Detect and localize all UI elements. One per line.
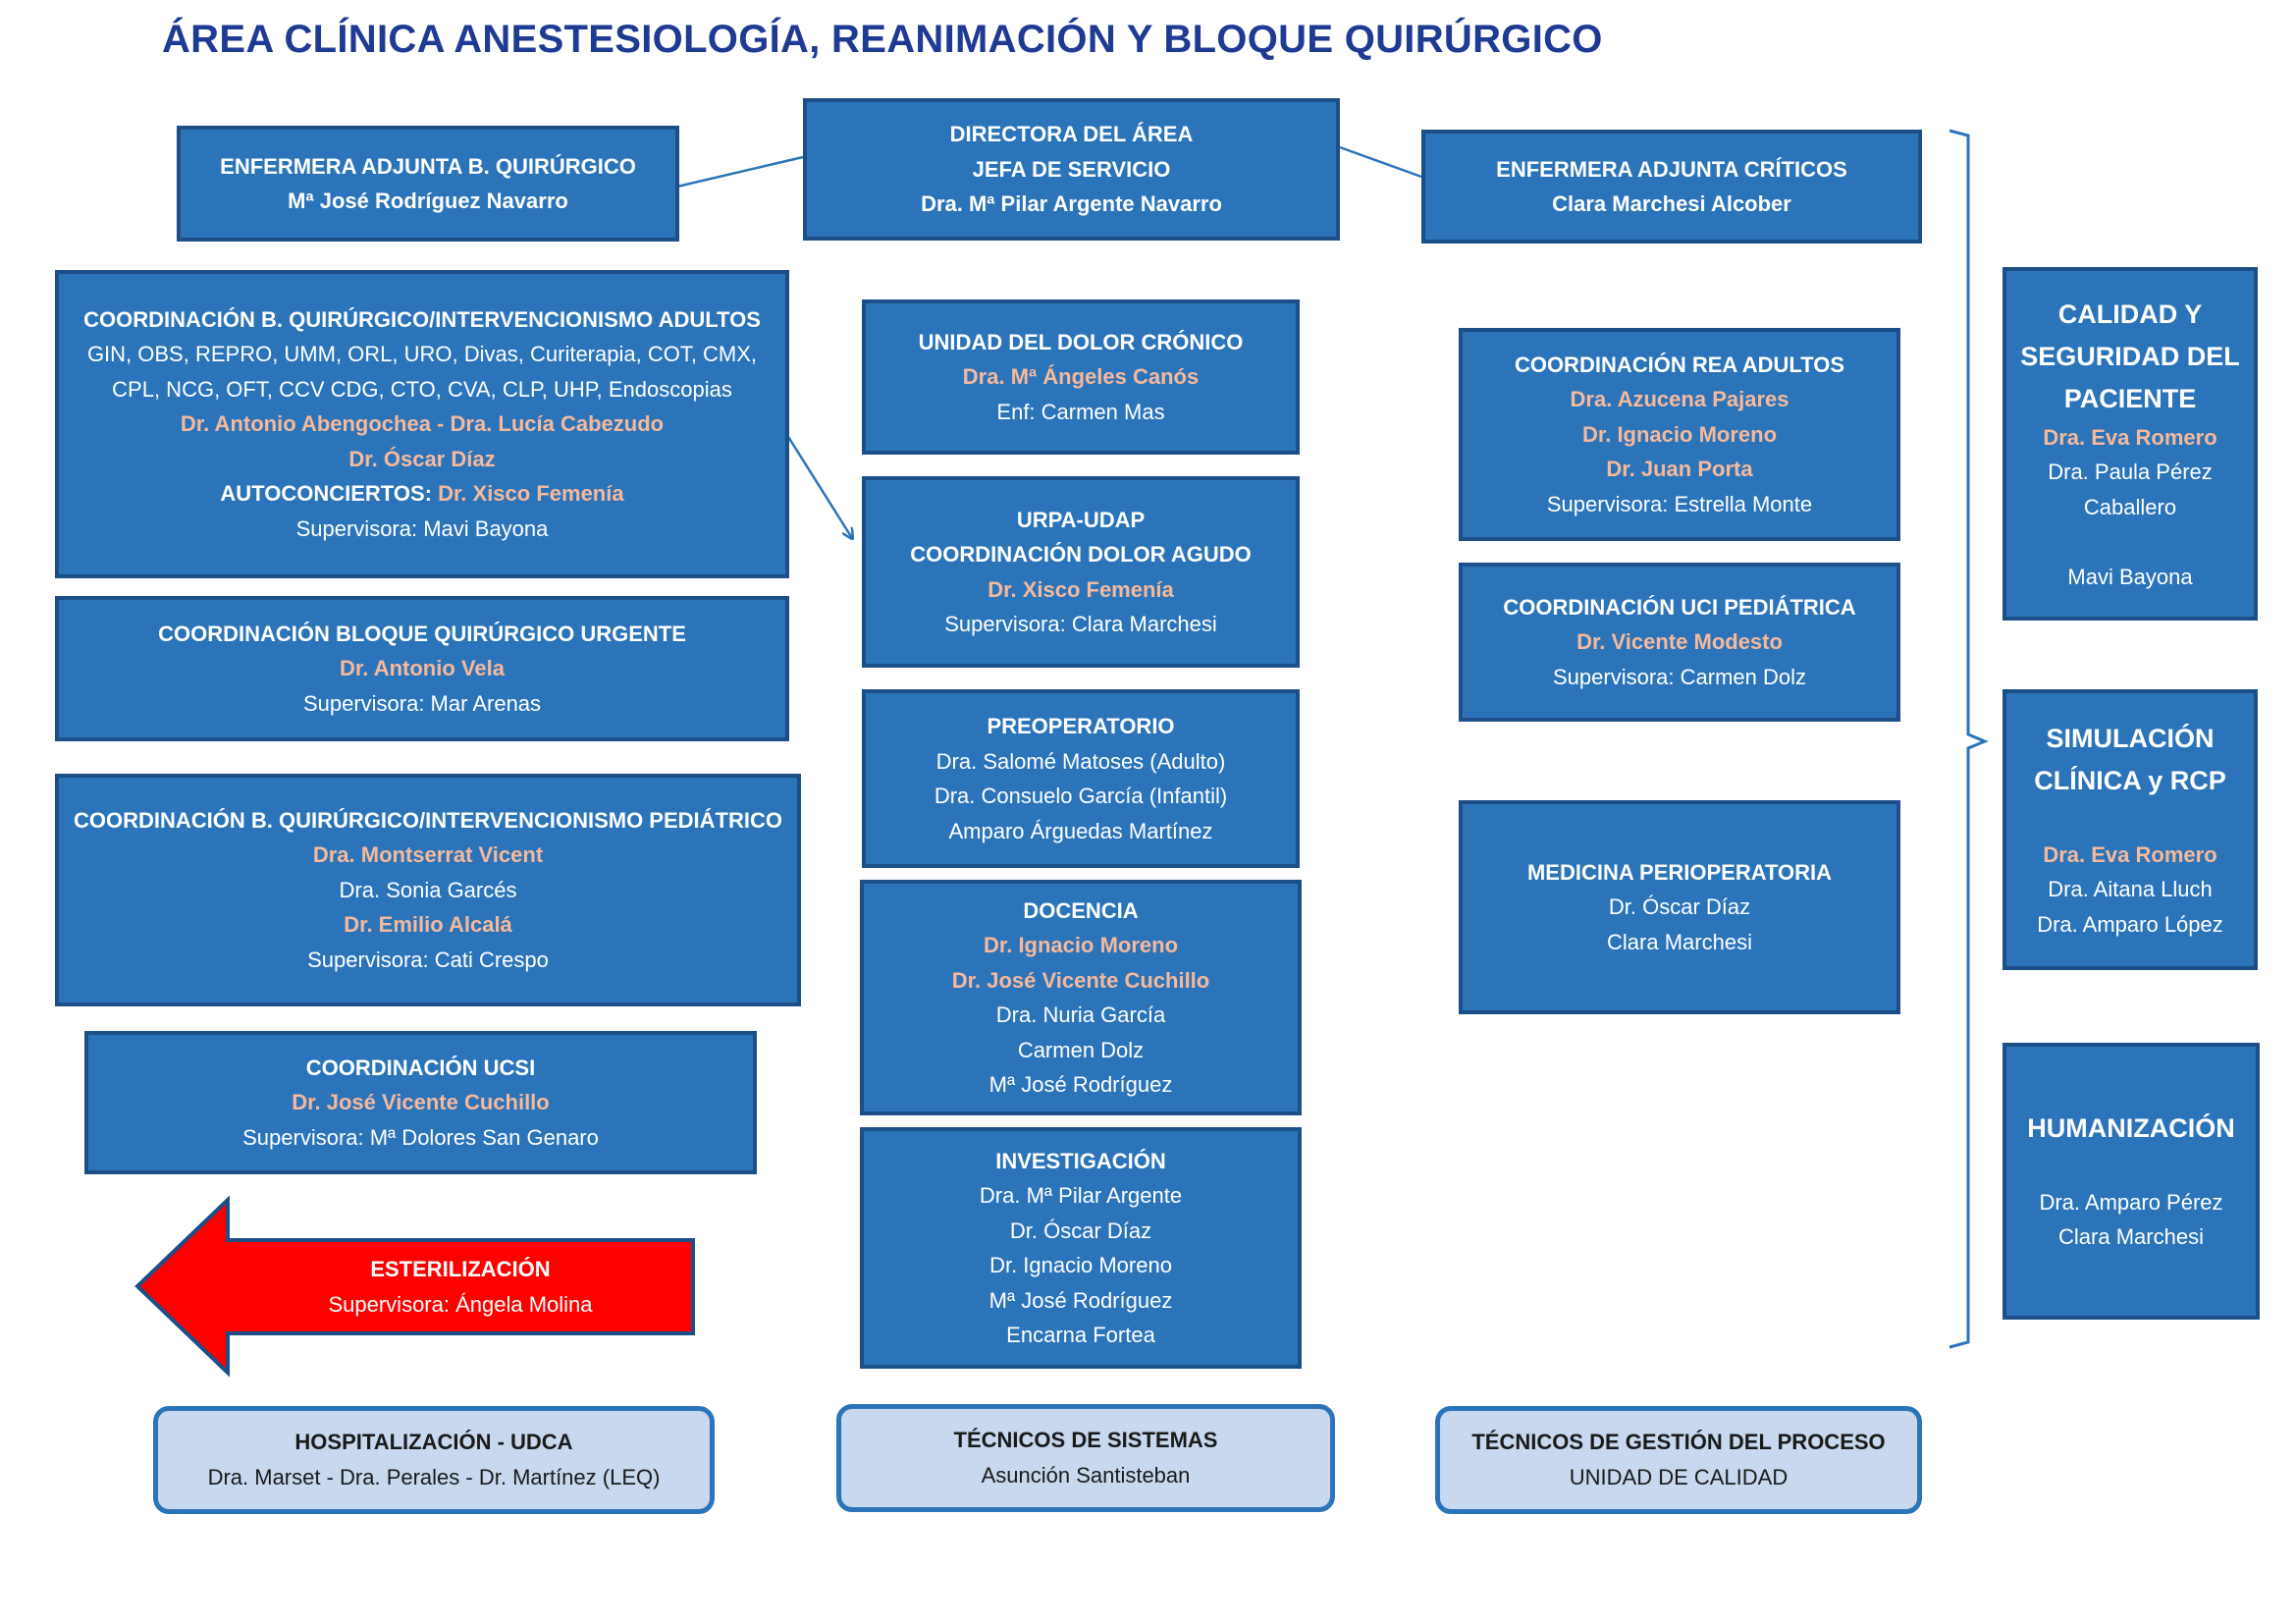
humanizacion-m2: Clara Marchesi: [2058, 1224, 2204, 1250]
simulacion-m2: Dra. Amparo López: [2037, 911, 2223, 937]
perioperatoria-m2: Clara Marchesi: [1607, 929, 1752, 954]
perioperatoria-box: [1459, 800, 1900, 1014]
dolor-cronico-enf: Enf: Carmen Mas: [996, 399, 1165, 424]
calidad-box: [2002, 267, 2258, 621]
perioperatoria-heading: MEDICINA PERIOPERATORIA: [1526, 859, 1833, 885]
calidad-h3: PACIENTE: [2063, 383, 2197, 413]
gestion-sub: UNIDAD DE CALIDAD: [1569, 1465, 1789, 1489]
calidad-m1: Dra. Paula Pérez: [2048, 460, 2213, 485]
coord-adultos-spec2: CPL, NCG, OFT, CCV CDG, CTO, CVA, CLP, UHP, Endoscopias: [112, 376, 732, 402]
autoconciertos-label: AUTOCONCIERTOS:: [220, 481, 432, 507]
coord-adultos-box: [55, 270, 789, 578]
coord-urgente-doctor: Dr. Antonio Vela: [340, 656, 505, 681]
coord-adultos-supervisor: Supervisora: Mavi Bayona: [295, 515, 549, 541]
simulacion-spacer: [2127, 802, 2133, 838]
humanizacion-spacer: [2128, 1150, 2134, 1185]
coord-ucsi-doctor: Dr. José Vicente Cuchillo: [292, 1090, 550, 1115]
dolor-cronico-box: [862, 299, 1300, 455]
docencia-box: [860, 880, 1302, 1115]
simulacion-doctor: Dra. Eva Romero: [2043, 841, 2217, 867]
coord-pediatrico-supervisor: Supervisora: Cati Crespo: [307, 947, 549, 972]
directora-name: Dra. Mª Pilar Argente Navarro: [921, 191, 1222, 217]
docencia-d1: Dr. Ignacio Moreno: [983, 933, 1179, 957]
coord-adultos-auto-line: [220, 476, 623, 512]
esterilizacion-label: [228, 1252, 693, 1323]
humanizacion-m1: Dra. Amparo Pérez: [2039, 1189, 2223, 1215]
investigacion-m2: Dr. Óscar Díaz: [1009, 1218, 1152, 1243]
investigacion-m5: Encarna Fortea: [1006, 1323, 1155, 1347]
urpa-doctor: Dr. Xisco Femenía: [988, 576, 1174, 602]
investigacion-heading: INVESTIGACIÓN: [995, 1148, 1166, 1173]
calidad-h2: SEGURIDAD DEL: [2020, 341, 2240, 371]
hospitalizacion-box: [153, 1406, 715, 1514]
gestion-heading: TÉCNICOS DE GESTIÓN DEL PROCESO: [1471, 1430, 1886, 1454]
enfermera-adjunta-bq-heading: ENFERMERA ADJUNTA B. QUIRÚRGICO: [220, 153, 636, 179]
rea-adultos-d3: Dr. Juan Porta: [1606, 457, 1753, 482]
page-title: ÁREA CLÍNICA ANESTESIOLOGÍA, REANIMACIÓN Y BLOQUE QUIRÚRGICO: [162, 18, 1603, 61]
coord-ucsi-heading: COORDINACIÓN UCSI: [305, 1055, 536, 1080]
simulacion-m1: Dra. Aitana Lluch: [2048, 877, 2213, 901]
autoconciertos-name: Dr. Xisco Femenía: [438, 481, 624, 507]
humanizacion-box: [2002, 1043, 2260, 1320]
coord-adultos-heading: COORDINACIÓN B. QUIRÚRGICO/INTERVENCIONISMO ADULTOS: [83, 306, 761, 332]
calidad-spacer: [2127, 524, 2133, 560]
dolor-cronico-doctor: Dra. Mª Ángeles Canós: [962, 364, 1200, 390]
investigacion-m4: Mª José Rodríguez: [988, 1287, 1173, 1313]
coord-adultos-docs2: Dr. Óscar Díaz: [348, 446, 496, 471]
urpa-box: [862, 476, 1300, 668]
perioperatoria-m1: Dr. Óscar Díaz: [1608, 894, 1751, 920]
coord-urgente-box: [55, 596, 789, 741]
rea-adultos-d2: Dr. Ignacio Moreno: [1581, 421, 1778, 447]
calidad-doctor: Dra. Eva Romero: [2043, 424, 2217, 450]
uci-pediatrica-box: [1459, 563, 1900, 722]
urpa-heading1: URPA-UDAP: [1016, 507, 1146, 532]
connector-director-left: [677, 157, 803, 187]
docencia-d2: Dr. José Vicente Cuchillo: [951, 967, 1210, 993]
coord-ucsi-box: [84, 1031, 757, 1174]
rea-adultos-heading: COORDINACIÓN REA ADULTOS: [1514, 352, 1845, 377]
simulacion-h1: SIMULACIÓN: [2046, 724, 2215, 753]
coord-urgente-supervisor: Supervisora: Mar Arenas: [302, 690, 542, 716]
dolor-cronico-heading: UNIDAD DEL DOLOR CRÓNICO: [918, 329, 1244, 354]
urpa-heading2: COORDINACIÓN DOLOR AGUDO: [910, 542, 1252, 567]
calidad-m3: Mavi Bayona: [2067, 564, 2193, 589]
uci-pediatrica-doctor: Dr. Vicente Modesto: [1576, 629, 1783, 655]
sistemas-heading: TÉCNICOS DE SISTEMAS: [953, 1428, 1218, 1452]
calidad-m2: Caballero: [2083, 494, 2177, 519]
coord-pediatrico-heading: COORDINACIÓN B. QUIRÚRGICO/INTERVENCIONISMO PEDIÁTRICO: [74, 807, 782, 833]
esterilizacion-heading: ESTERILIZACIÓN: [370, 1257, 551, 1281]
urpa-supervisor: Supervisora: Clara Marchesi: [944, 612, 1217, 636]
bracket-right: [1949, 131, 1985, 1347]
esterilizacion-supervisor: Supervisora: Ángela Molina: [328, 1292, 593, 1317]
rea-adultos-supervisor: Supervisora: Estrella Monte: [1546, 491, 1813, 516]
directora-box: [803, 98, 1340, 241]
docencia-heading: DOCENCIA: [1023, 897, 1139, 923]
preoperatorio-box: [862, 689, 1300, 868]
connector-director-right: [1340, 147, 1421, 177]
gestion-box: [1435, 1406, 1922, 1514]
simulacion-h2: CLÍNICA y RCP: [2034, 766, 2226, 795]
hospitalizacion-heading: HOSPITALIZACIÓN - UDCA: [294, 1430, 573, 1454]
enfermera-adjunta-criticos-heading: ENFERMERA ADJUNTA CRÍTICOS: [1496, 156, 1847, 182]
sistemas-sub: Asunción Santisteban: [981, 1463, 1191, 1488]
connector-adultos-urpa: [785, 432, 852, 538]
enfermera-adjunta-bq-box: [177, 126, 679, 242]
preoperatorio-m1: Dra. Salomé Matoses (Adulto): [935, 748, 1226, 774]
investigacion-box: [860, 1127, 1302, 1369]
preoperatorio-heading: PREOPERATORIO: [987, 714, 1175, 738]
docencia-m2: Carmen Dolz: [1017, 1037, 1145, 1062]
coord-urgente-heading: COORDINACIÓN BLOQUE QUIRÚRGICO URGENTE: [158, 621, 686, 646]
directora-line1: DIRECTORA DEL ÁREA: [949, 122, 1194, 147]
enfermera-adjunta-bq-name: Mª José Rodríguez Navarro: [288, 189, 568, 213]
coord-adultos-docs1: Dr. Antonio Abengochea - Dra. Lucía Cabezudo: [180, 411, 665, 437]
docencia-m1: Dra. Nuria García: [995, 1002, 1166, 1027]
simulacion-box: [2002, 689, 2258, 970]
uci-pediatrica-supervisor: Supervisora: Carmen Dolz: [1553, 664, 1806, 689]
docencia-m3: Mª José Rodríguez: [988, 1072, 1173, 1097]
coord-ucsi-supervisor: Supervisora: Mª Dolores San Genaro: [242, 1124, 599, 1150]
enfermera-adjunta-criticos-box: [1421, 130, 1922, 244]
rea-adultos-box: [1459, 328, 1900, 541]
coord-pediatrico-doc1: Dra. Montserrat Vicent: [312, 842, 544, 868]
preoperatorio-m2: Dra. Consuelo García (Infantil): [934, 784, 1228, 808]
calidad-h1: CALIDAD Y: [2057, 298, 2203, 329]
enfermera-adjunta-criticos-name: Clara Marchesi Alcober: [1552, 191, 1791, 216]
investigacion-m3: Dr. Ignacio Moreno: [989, 1253, 1172, 1277]
sistemas-box: [836, 1404, 1335, 1512]
coord-pediatrico-box: [55, 774, 801, 1006]
coord-pediatrico-doc3: Dr. Emilio Alcalá: [344, 912, 512, 938]
rea-adultos-d1: Dra. Azucena Pajares: [1570, 387, 1789, 412]
preoperatorio-m3: Amparo Árguedas Martínez: [948, 818, 1213, 843]
hospitalizacion-sub: Dra. Marset - Dra. Perales - Dr. Martínez (LEQ): [207, 1465, 661, 1489]
investigacion-m1: Dra. Mª Pilar Argente: [979, 1183, 1183, 1208]
coord-pediatrico-doc2: Dra. Sonia Garcés: [339, 877, 517, 902]
coord-adultos-spec1: GIN, OBS, REPRO, UMM, ORL, URO, Divas, Curiterapia, COT, CMX,: [86, 342, 758, 367]
humanizacion-h1: HUMANIZACIÓN: [2027, 1113, 2235, 1144]
directora-line2: JEFA DE SERVICIO: [972, 156, 1171, 182]
uci-pediatrica-heading: COORDINACIÓN UCI PEDIÁTRICA: [1503, 594, 1856, 620]
